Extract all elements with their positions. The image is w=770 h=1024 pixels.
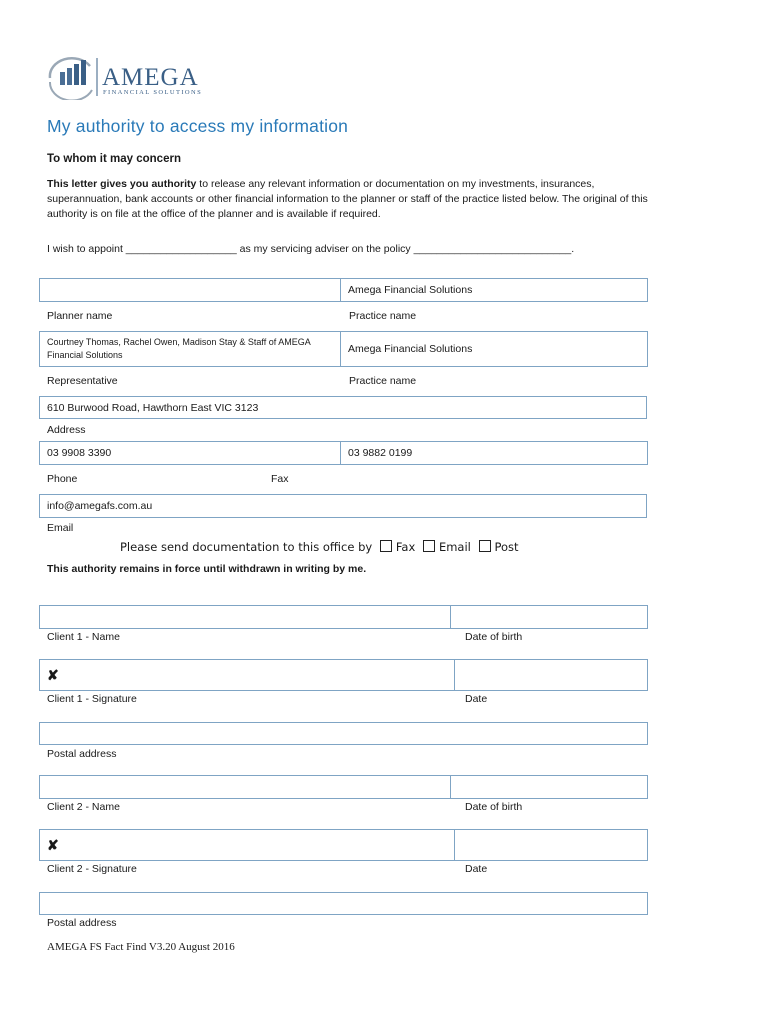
client1-postal-address-field[interactable] [39, 722, 648, 745]
client2-date-field[interactable] [454, 829, 648, 861]
phone-label: Phone [47, 473, 78, 485]
planner-name-label: Planner name [47, 310, 113, 322]
send-documentation-line [120, 540, 519, 554]
client2-name-label: Client 2 - Name [47, 801, 120, 813]
client2-postal-address-label: Postal address [47, 917, 117, 929]
amega-logo-graphic [46, 56, 221, 100]
client2-dob-label: Date of birth [465, 801, 523, 813]
client1-signature-field[interactable]: ✘ [39, 659, 455, 691]
in-force-statement: This authority remains in force until withdrawn in writing by me. [47, 563, 367, 575]
representative-field[interactable]: Courtney Thomas, Rachel Owen, Madison Stay & Staff of AMEGA Financial Solutions [39, 331, 341, 367]
client1-dob-field[interactable] [450, 605, 648, 629]
email-field[interactable]: info@amegafs.com.au [39, 494, 647, 518]
client1-date-label: Date [465, 693, 488, 705]
client2-signature-label: Client 2 - Signature [47, 863, 137, 875]
post-option-label: Post [494, 540, 519, 554]
client2-name-field[interactable] [39, 775, 451, 799]
salutation: To whom it may concern [47, 153, 181, 165]
page-title: My authority to access my information [47, 116, 349, 136]
client2-date-label: Date [465, 863, 488, 875]
intro-paragraph [47, 177, 672, 222]
representative-label: Representative [47, 375, 118, 387]
client2-dob-field[interactable] [450, 775, 648, 799]
intro-rest: to release any relevant information or documentation on my investments, insurances, superannuation, bank accounts or other financial information to the planner or staff of the practice listed below. The original of this authority is on file at the office of the planner and is available if required. [47, 178, 648, 220]
client1-date-field[interactable] [454, 659, 648, 691]
planner-name-field[interactable] [39, 278, 341, 302]
client1-name-field[interactable] [39, 605, 451, 629]
post-checkbox[interactable] [479, 540, 491, 552]
email-label: Email [47, 522, 74, 534]
fax-label: Fax [271, 473, 289, 485]
send-documentation-text: Please send documentation to this office by [120, 540, 373, 554]
client1-postal-address-label: Postal address [47, 748, 117, 760]
client2-postal-address-field[interactable] [39, 892, 648, 915]
address-label: Address [47, 424, 86, 436]
practice-name-label-2: Practice name [349, 375, 417, 387]
client1-name-label: Client 1 - Name [47, 631, 120, 643]
fax-checkbox[interactable] [380, 540, 392, 552]
practice-name-field-2[interactable]: Amega Financial Solutions [340, 331, 648, 367]
intro-bold: This letter gives you authority [47, 178, 197, 190]
client2-signature-field[interactable]: ✘ [39, 829, 455, 861]
fax-field[interactable]: 03 9882 0199 [340, 441, 648, 465]
email-checkbox[interactable] [423, 540, 435, 552]
client1-signature-label: Client 1 - Signature [47, 693, 137, 705]
fax-option-label: Fax [395, 540, 416, 554]
appoint-line: I wish to appoint ___________________ as my servicing adviser on the policy ___________________________. [47, 243, 575, 255]
footer-version: AMEGA FS Fact Find V3.20 August 2016 [47, 941, 235, 953]
phone-field[interactable]: 03 9908 3390 [39, 441, 341, 465]
logo-name: AMEGA [102, 64, 199, 91]
client1-dob-label: Date of birth [465, 631, 523, 643]
amega-logo [46, 56, 221, 100]
practice-name-label-1: Practice name [349, 310, 417, 322]
practice-name-field-1[interactable]: Amega Financial Solutions [340, 278, 648, 302]
address-field[interactable]: 610 Burwood Road, Hawthorn East VIC 3123 [39, 396, 647, 419]
logo-tagline: FINANCIAL SOLUTIONS [103, 89, 203, 96]
email-option-label: Email [438, 540, 471, 554]
